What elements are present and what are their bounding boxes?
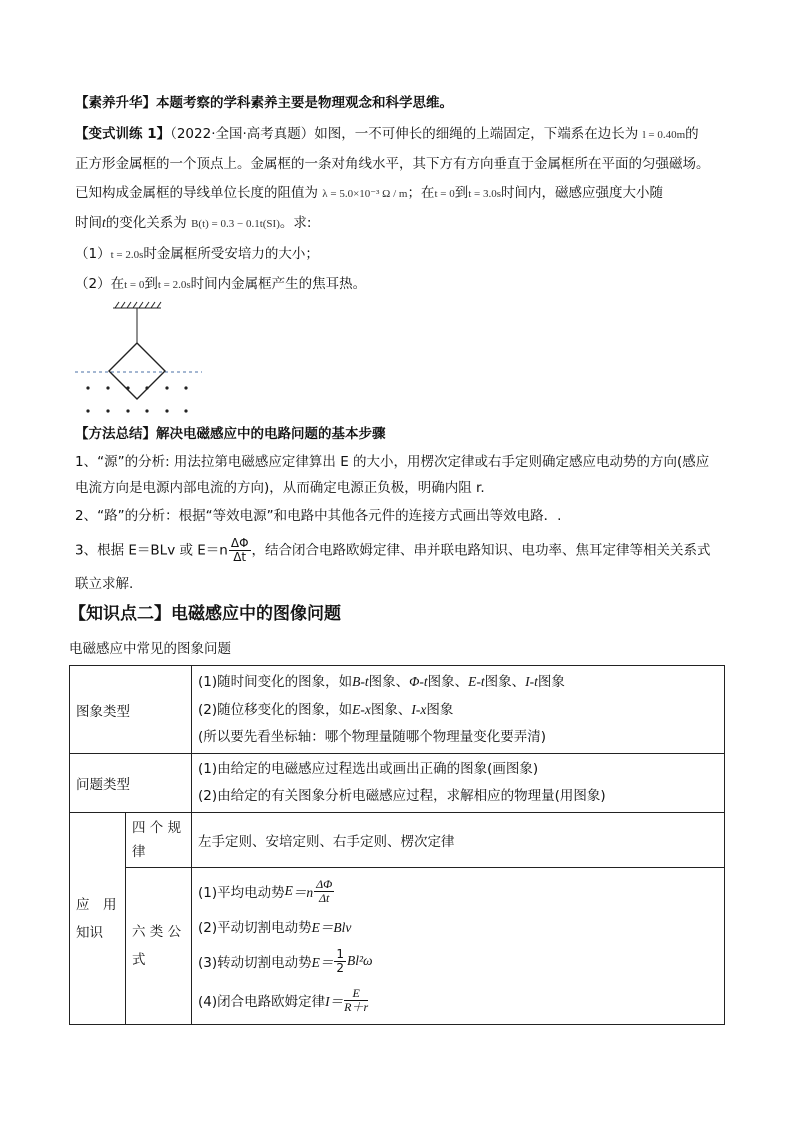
fraction-dphi-dt	[229, 537, 251, 564]
sub-label-six-formulas	[126, 868, 192, 1025]
variant-text: 时间	[75, 215, 102, 231]
cell-math: Φ-t	[409, 674, 428, 689]
fraction-numerator: 1	[336, 946, 345, 961]
fraction-denominator: Δt	[319, 890, 330, 905]
formula-t3: t = 3.0s	[468, 188, 501, 200]
cell-text: 应 用	[76, 896, 117, 913]
question-number: （1）	[75, 246, 111, 262]
hanging-frame-figure	[70, 300, 210, 418]
method-step-3a	[75, 537, 711, 564]
cell-math: E＝	[311, 955, 334, 970]
cell-math: ＝n	[292, 885, 314, 900]
cell-math: E	[284, 883, 293, 898]
literacy-line	[75, 93, 453, 113]
row-label-applied-knowledge	[70, 813, 126, 1025]
variant-text: 到	[454, 185, 469, 201]
question-1	[75, 244, 319, 265]
formula-ohms-law	[198, 980, 718, 1020]
cell-text: (3)转动切割电动势	[198, 955, 312, 971]
formula-translational-emf	[198, 910, 718, 942]
cell-text: 图象、	[370, 702, 412, 718]
knowledge-intro: 电磁感应中常见的图象问题	[69, 641, 231, 657]
literacy-label: 【素养升华】	[75, 95, 156, 111]
formula-t2: t = 2.0s	[110, 249, 144, 261]
method-title: 解决电磁感应中的电路问题的基本步骤	[156, 426, 386, 442]
cell-text: (1)由给定的电磁感应过程选出或画出正确的图象(画图象)	[198, 761, 539, 777]
literacy-text: 本题考察的学科素养主要是物理观念和科学思维。	[156, 95, 453, 111]
table-row	[70, 666, 725, 754]
variant-line-2: 正方形金属框的一个顶点上。金属框的一条对角线水平，其下方有方向垂直于金属框所在平面的匀强磁场。	[75, 156, 710, 172]
cell-math: E-x	[352, 702, 371, 717]
method-text: 3、根据 E＝BLv 或 E＝n	[75, 542, 228, 559]
cell-math: E＝Blv	[311, 920, 352, 935]
method-step-1b: 电流方向是电源内部电流的方向)，从而确定电源正负极，明确内阻 r.	[75, 480, 485, 496]
question-text: 时金属框所受安培力的大小；	[143, 246, 319, 262]
fraction-denominator: Δt	[233, 550, 247, 564]
formula-rotational-emf	[198, 942, 718, 980]
variant-line-3	[75, 183, 663, 204]
variant-text: ；在	[407, 185, 435, 201]
cell-math: I-t	[525, 674, 538, 689]
fraction	[334, 948, 346, 975]
question-number: （2）在	[75, 276, 125, 292]
method-text: ，结合闭合电路欧姆定律、串并联电路知识、电功率、焦耳定律等相关关系式	[251, 542, 711, 559]
cell-text: (4)闭合电路欧姆定律	[198, 994, 326, 1010]
knowledge-table	[69, 665, 725, 1025]
variant-text: 已知构成金属框的导线单位长度的阻值为	[75, 185, 318, 201]
cell-text: 图象、	[427, 674, 469, 690]
four-rules-content: 左手定则、安培定则、右手定则、楞次定律	[192, 813, 725, 868]
cell-math: E-t	[468, 674, 485, 689]
variant-var-t: t	[102, 215, 106, 230]
method-title-line	[75, 424, 386, 444]
question-text: 时间内金属框产生的焦耳热。	[190, 276, 367, 292]
graph-types-content	[192, 666, 725, 754]
sub-label-four-rules	[126, 813, 192, 868]
table-row	[70, 754, 725, 813]
fraction-numerator: ΔΦ	[230, 536, 249, 550]
cell-text: 图象、	[484, 674, 526, 690]
cell-math: I-x	[411, 702, 427, 717]
cell-text: 图象	[537, 674, 565, 690]
ceiling-hatch	[113, 302, 161, 308]
cell-text: (2)平动切割电动势	[198, 920, 312, 936]
cell-text: 知识	[76, 924, 103, 941]
fraction-denominator: 2	[336, 960, 345, 975]
fraction	[344, 987, 368, 1014]
question-text: 到	[144, 276, 158, 292]
cell-text: (2)随位移变化的图象，如	[198, 702, 353, 718]
variant-label: 【变式训练 1】	[75, 126, 171, 142]
fraction	[314, 878, 334, 905]
variant-line-1	[75, 124, 699, 145]
variant-text: 时间内，磁感应强度大小随	[501, 185, 663, 201]
cell-text: 六 类 公	[132, 924, 182, 940]
formula-bt: B(t) = 0.3 − 0.1t(SI)	[191, 218, 280, 230]
formula-side-length: l = 0.40m	[642, 129, 686, 141]
method-label: 【方法总结】	[75, 426, 156, 442]
formula-t0: t = 0	[124, 279, 145, 291]
cell-text: (1)平均电动势	[198, 885, 285, 901]
cell-math: I＝	[325, 994, 344, 1009]
formula-resistance: λ = 5.0×10⁻³ Ω / m	[322, 188, 408, 200]
variant-text: 。求:	[279, 215, 312, 231]
variant-text: 的变化关系为	[105, 215, 187, 231]
cell-text: (1)随时间变化的图象，如	[198, 674, 353, 690]
square-frame	[109, 343, 165, 399]
cell-text: 式	[132, 952, 146, 968]
cell-text: (2)由给定的有关图象分析电磁感应过程，求解相应的物理量(用图象)	[198, 788, 606, 804]
fraction-numerator: ΔΦ	[316, 876, 333, 891]
cell-text: 律	[132, 844, 146, 860]
fraction-numerator: E	[344, 987, 368, 1001]
cell-text: (所以要先看坐标轴：哪个物理量随哪个物理量变化要弄清)	[198, 729, 547, 745]
problem-types-content	[192, 754, 725, 813]
cell-math: Bl²ω	[347, 953, 373, 968]
knowledge-heading: 【知识点二】电磁感应中的图像问题	[69, 604, 341, 624]
method-step-2: 2、“路”的分析：根据“等效电源”和电路中其他各元件的连接方式画出等效电路．.	[75, 508, 562, 524]
formula-t2: t = 2.0s	[157, 279, 191, 291]
formula-average-emf	[198, 872, 718, 910]
six-formulas-content	[192, 868, 725, 1025]
cell-text: 图象	[426, 702, 454, 718]
variant-text: 的	[685, 126, 699, 142]
cell-math: B-t	[352, 674, 369, 689]
table-row	[70, 813, 725, 868]
cell-text: 图象、	[368, 674, 410, 690]
question-2	[75, 274, 366, 295]
fraction-denominator: R＋r	[344, 999, 369, 1014]
variant-line-4	[75, 213, 311, 234]
table-row	[70, 868, 725, 1025]
variant-text: 如图，一不可伸长的细绳的上端固定，下端系在边长为	[314, 126, 639, 142]
row-label-graph-types: 图象类型	[70, 666, 192, 754]
method-step-3c: 联立求解.	[75, 576, 134, 592]
formula-t0: t = 0	[434, 188, 455, 200]
variant-source: （2022·全国·高考真题）	[170, 126, 315, 142]
cell-text: 四 个 规	[132, 820, 182, 836]
method-step-1a: 1、“源”的分析: 用法拉第电磁感应定律算出 E 的大小，用楞次定律或右手定则确定感应电动势的方向(感应	[75, 454, 710, 470]
row-label-problem-types: 问题类型	[70, 754, 192, 813]
